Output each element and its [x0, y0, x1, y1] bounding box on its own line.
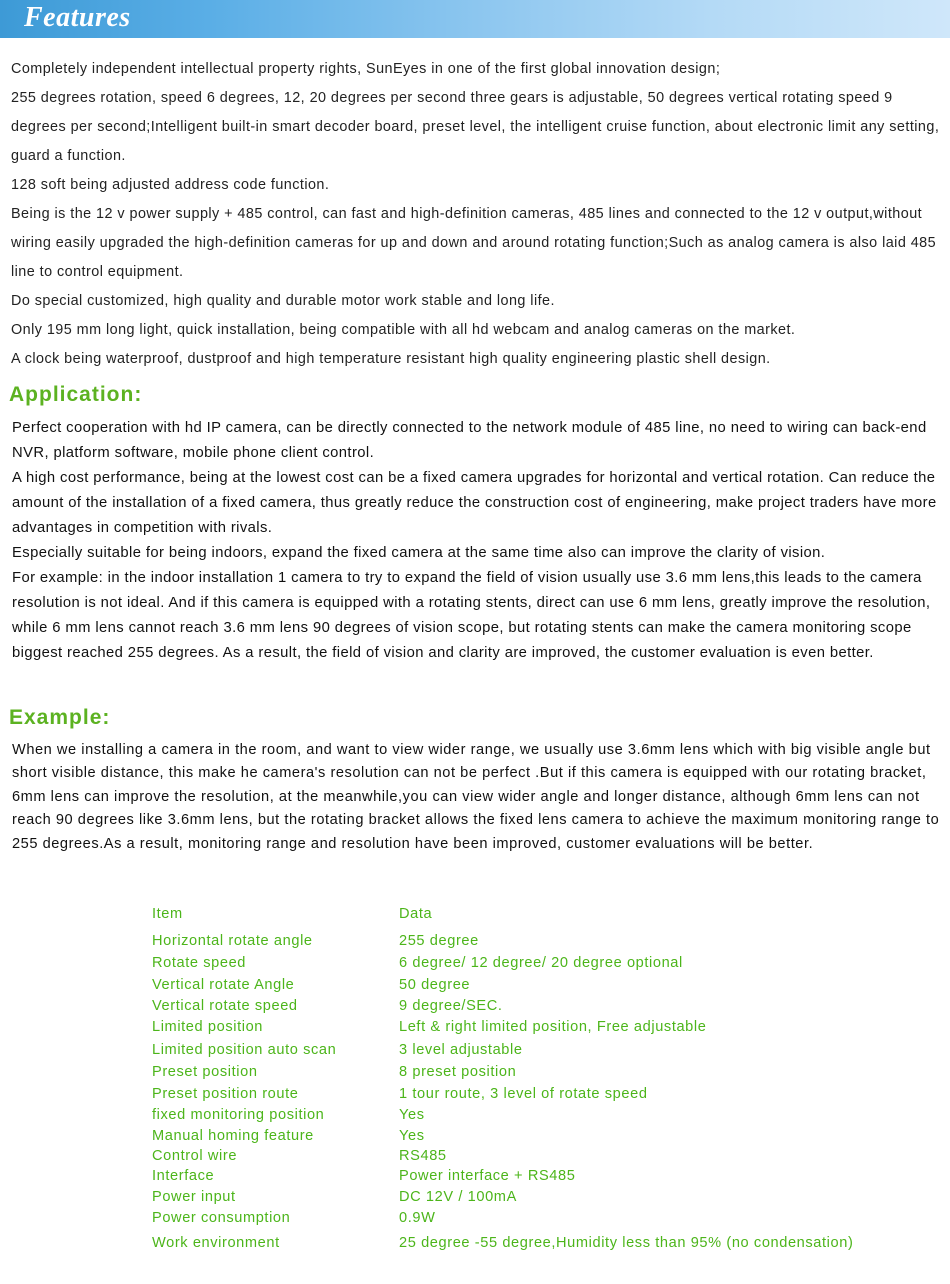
spec-item-label: Power consumption	[152, 1210, 291, 1226]
spec-row	[152, 998, 932, 1019]
spec-item-label: Horizontal rotate angle	[152, 933, 313, 949]
spec-item-value: 8 preset position	[399, 1064, 517, 1080]
spec-table	[152, 906, 932, 1256]
spec-item-label: Control wire	[152, 1148, 238, 1164]
spec-item-label: Interface	[152, 1168, 215, 1184]
spec-item-value: Power interface + RS485	[399, 1168, 576, 1184]
spec-item-value: 255 degree	[399, 933, 479, 949]
features-paragraph: A clock being waterproof, dustproof and high temperature resistant high quality engineering plastic shell design.	[11, 351, 771, 367]
features-paragraph: Do special customized, high quality and durable motor work stable and long life.	[11, 293, 555, 309]
spec-item-label: Vertical rotate speed	[152, 998, 298, 1014]
application-paragraph: Especially suitable for being indoors, expand the fixed camera at the same time also can improve the clarity of vision.	[12, 545, 826, 561]
spec-item-value: 1 tour route, 3 level of rotate speed	[399, 1086, 648, 1102]
spec-row	[152, 1148, 932, 1168]
spec-row	[152, 1086, 932, 1107]
spec-item-value: Yes	[399, 1128, 425, 1144]
features-paragraph: Being is the 12 v power supply + 485 control, can fast and high-definition cameras, 485 lines and connected to the 12 v output,without wiring easily upgraded the high-definition cameras for up and down and around rotating function;Such as analog camera is also laid 485 line to control equipment.	[11, 206, 937, 280]
spec-row	[152, 933, 932, 955]
spec-item-label: Work environment	[152, 1235, 280, 1251]
application-paragraph: For example: in the indoor installation 1 camera to try to expand the field of vision usually use 3.6 mm lens,this leads to the camera resolution is not ideal. And if this camera is equipped with a rotating stents, direct can use 6 mm lens, greatly improve the resolution, while 6 mm lens cannot reach 3.6 mm lens 90 degrees of vision scope, but rotating stents can make the camera monitoring scope biggest reached 255 degrees. As a result, the field of vision and clarity are improved, the customer evaluation is even better.	[12, 570, 931, 661]
spec-header-data: Data	[399, 906, 433, 922]
application-section	[12, 416, 942, 666]
spec-row	[152, 1189, 932, 1210]
spec-item-value: 9 degree/SEC.	[399, 998, 503, 1014]
spec-item-label: Preset position	[152, 1064, 258, 1080]
spec-item-value: 25 degree -55 degree,Humidity less than 95% (no condensation)	[399, 1235, 854, 1251]
spec-item-label: Power input	[152, 1189, 236, 1205]
features-paragraph: 255 degrees rotation, speed 6 degrees, 12, 20 degrees per second three gears is adjustable, 50 degrees vertical rotating speed 9 degrees per second;Intelligent built-in smart decoder board, preset level, the intelligent cruise function, about electronic limit any setting, guard a function.	[11, 90, 940, 164]
example-paragraph: When we installing a camera in the room, and want to view wider range, we usually use 3.6mm lens which with big visible angle but short visible distance, this make he camera's resolution can not be perfect .But if this camera is equipped with our rotating bracket, 6mm lens can improve the resolution, at the meanwhile,you can view wider angle and longer distance, although 6mm lens can not reach 90 degrees like 3.6mm lens, but the rotating bracket allows the fixed lens camera to achieve the maximum monitoring range to 255 degrees.As a result, monitoring range and resolution have been improved, customer evaluations will be better.	[12, 742, 940, 852]
spec-item-label: Rotate speed	[152, 955, 247, 971]
spec-row	[152, 1168, 932, 1189]
spec-row	[152, 1210, 932, 1235]
spec-item-label: Manual homing feature	[152, 1128, 314, 1144]
spec-item-value: Left & right limited position, Free adjustable	[399, 1019, 707, 1035]
spec-item-label: fixed monitoring position	[152, 1107, 325, 1123]
spec-item-value: 3 level adjustable	[399, 1042, 523, 1058]
features-paragraph: Only 195 mm long light, quick installation, being compatible with all hd webcam and analog cameras on the market.	[11, 322, 796, 338]
spec-item-value: 50 degree	[399, 977, 471, 993]
features-paragraph: 128 soft being adjusted address code function.	[11, 177, 330, 193]
spec-item-value: 6 degree/ 12 degree/ 20 degree optional	[399, 955, 683, 971]
application-paragraph: Perfect cooperation with hd IP camera, can be directly connected to the network module of 485 line, no need to wiring can back-end NVR, platform software, mobile phone client control.	[12, 420, 927, 461]
spec-item-value: DC 12V / 100mA	[399, 1189, 517, 1205]
example-heading: Example:	[9, 706, 111, 729]
spec-row	[152, 1019, 932, 1042]
spec-item-value: RS485	[399, 1148, 447, 1164]
application-heading: Application:	[9, 383, 143, 406]
example-section	[12, 739, 942, 856]
features-title: Features	[24, 2, 131, 33]
spec-row	[152, 1235, 932, 1256]
features-section	[11, 55, 946, 374]
spec-row	[152, 1064, 932, 1086]
spec-item-value: Yes	[399, 1107, 425, 1123]
spec-item-label: Limited position	[152, 1019, 264, 1035]
spec-item-value: 0.9W	[399, 1210, 436, 1226]
features-paragraph: Completely independent intellectual property rights, SunEyes in one of the first global innovation design;	[11, 61, 721, 77]
spec-item-label: Limited position auto scan	[152, 1042, 337, 1058]
application-paragraph: A high cost performance, being at the lowest cost can be a fixed camera upgrades for horizontal and vertical rotation. Can reduce the amount of the installation of a fixed camera, thus greatly reduce the construction cost of engineering, make project traders have more advantages in competition with rivals.	[12, 470, 937, 536]
spec-row	[152, 1042, 932, 1064]
spec-row	[152, 1107, 932, 1128]
features-banner	[0, 0, 950, 38]
spec-header-row	[152, 906, 932, 933]
spec-item-label: Vertical rotate Angle	[152, 977, 295, 993]
spec-row	[152, 1128, 932, 1148]
spec-item-label: Preset position route	[152, 1086, 299, 1102]
spec-header-item: Item	[152, 906, 183, 922]
spec-row	[152, 977, 932, 998]
spec-row	[152, 955, 932, 977]
